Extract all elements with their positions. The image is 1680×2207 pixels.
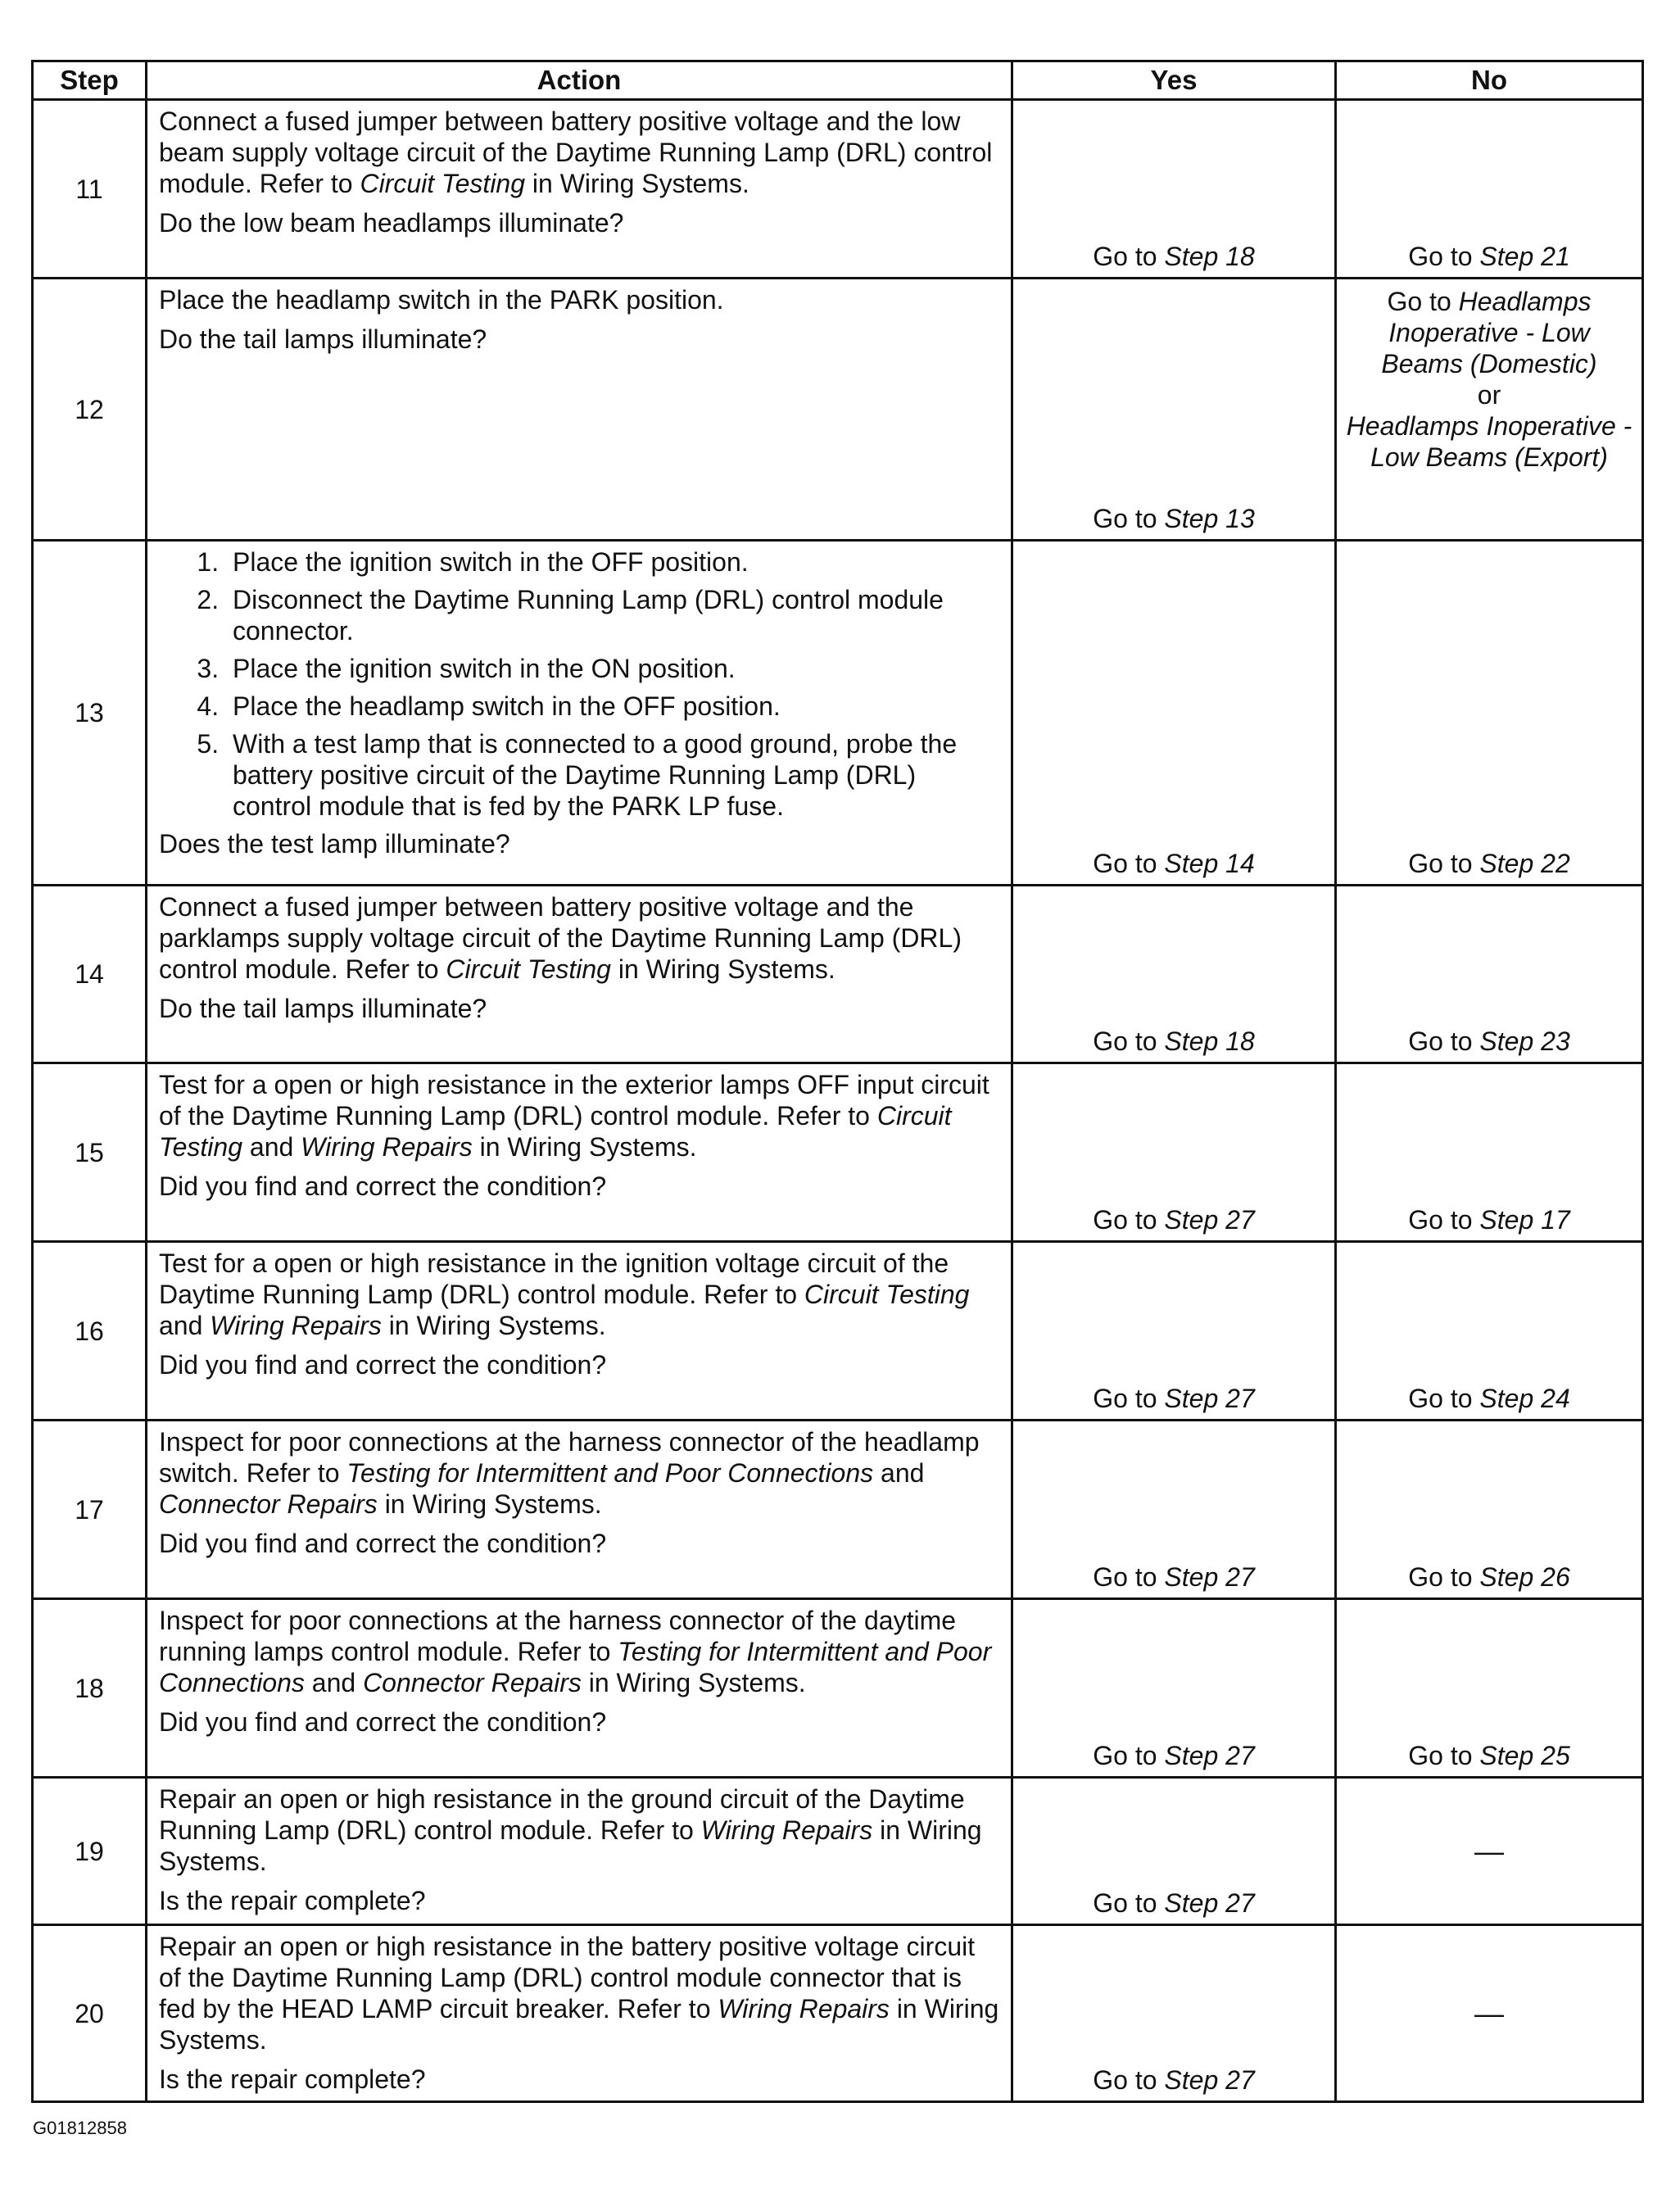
no-cell: Go to Step 17 [1336,1063,1643,1242]
no-cell: Go to Step 25 [1336,1599,1643,1778]
step-number: 12 [33,279,147,541]
table-row [33,279,1643,541]
link-headlamps-domestic[interactable]: Headlamps Inoperative - Low Beams (Domestic) [1381,287,1597,378]
action-cell [147,1925,1012,2102]
action-text: Inspect for poor connections at the harness connector of the headlamp switch. Refer to Testing for Intermittent and Poor Connections and Connector Repairs in Wiring Systems. [159,1427,980,1519]
table-row [33,1925,1643,2102]
action-cell [147,1421,1012,1599]
action-cell [147,1599,1012,1778]
action-cell [147,100,1012,279]
action-text: Inspect for poor connections at the harness connector of the daytime running lamps control module. Refer to Testing for Intermittent and Poor Connections and Connector Repairs in Wiring Systems. [159,1606,992,1697]
step-link[interactable]: Step 27 [1164,1384,1255,1413]
list-item: 1. Place the ignition switch in the OFF position. [226,546,999,578]
yes-cell: Go to Step 27 [1012,1599,1336,1778]
question-text: Do the tail lamps illuminate? [159,994,487,1023]
no-cell: Go to Headlamps Inoperative - Low Beams (Domestic) or Headlamps Inoperative - Low Beams (Export) [1336,279,1643,541]
table-row [33,1063,1643,1242]
question-text: Did you find and correct the condition? [159,1529,607,1558]
table-row [33,1242,1643,1421]
action-cell [147,541,1012,886]
step-link[interactable]: Step 18 [1164,1026,1255,1056]
header-no: No [1336,61,1643,100]
no-cell-dash: — [1336,1925,1643,2102]
step-link[interactable]: Step 27 [1164,1741,1255,1770]
step-link[interactable]: Step 27 [1164,2065,1255,2095]
yes-cell: Go to Step 27 [1012,1421,1336,1599]
question-text: Did you find and correct the condition? [159,1350,607,1380]
list-item: 3. Place the ignition switch in the ON position. [226,653,999,684]
procedure-list [159,546,999,828]
table-row [33,1778,1643,1925]
yes-cell: Go to Step 27 [1012,1242,1336,1421]
list-item: 5. With a test lamp that is connected to a good ground, probe the battery positive circuit of the Daytime Running Lamp (DRL) control module that is fed by the PARK LP fuse. [226,728,999,822]
action-cell [147,1778,1012,1925]
table-row [33,1421,1643,1599]
step-number: 11 [33,100,147,279]
yes-cell: Go to Step 27 [1012,1925,1336,2102]
list-item: 4. Place the headlamp switch in the OFF position. [226,691,999,722]
question-text: Do the low beam headlamps illuminate? [159,208,624,238]
action-text: Repair an open or high resistance in the battery positive voltage circuit of the Daytime Running Lamp (DRL) control module connector that is fed by the HEAD LAMP circuit breaker. Refer to Wiring Repairs in Wiring Systems. [159,1932,999,2055]
header-action: Action [147,61,1012,100]
link-headlamps-export[interactable]: Headlamps Inoperative - Low Beams (Export) [1346,411,1632,472]
step-link[interactable]: Step 27 [1164,1888,1255,1918]
no-cell: Go to Step 26 [1336,1421,1643,1599]
no-cell: Go to Step 24 [1336,1242,1643,1421]
action-cell [147,886,1012,1063]
figure-id: G01812858 [33,2118,127,2138]
no-cell-dash: — [1336,1778,1643,1925]
step-number: 13 [33,541,147,886]
question-text: Does the test lamp illuminate? [159,829,510,859]
step-link[interactable]: Step 13 [1164,504,1255,533]
yes-cell: Go to Step 27 [1012,1778,1336,1925]
step-number: 14 [33,886,147,1063]
header-step: Step [33,61,147,100]
question-text: Is the repair complete? [159,2064,426,2094]
question-text: Is the repair complete? [159,1886,426,1915]
question-text: Do the tail lamps illuminate? [159,324,487,354]
action-cell [147,1242,1012,1421]
header-yes: Yes [1012,61,1336,100]
yes-cell: Go to Step 27 [1012,1063,1336,1242]
action-text: Place the headlamp switch in the PARK position. [159,285,724,315]
step-link[interactable]: Step 22 [1479,849,1570,878]
step-number: 17 [33,1421,147,1599]
diagnostic-table [31,60,1644,2103]
action-cell [147,279,1012,541]
action-text: Connect a fused jumper between battery positive voltage and the low beam supply voltage circuit of the Daytime Running Lamp (DRL) control module. Refer to Circuit Testing in Wiring Systems. [159,106,993,198]
step-number: 19 [33,1778,147,1925]
step-number: 20 [33,1925,147,2102]
no-cell: Go to Step 22 [1336,541,1643,886]
table-row [33,100,1643,279]
table-row [33,1599,1643,1778]
step-link[interactable]: Step 25 [1479,1741,1570,1770]
table-row [33,886,1643,1063]
step-link[interactable]: Step 21 [1479,242,1570,271]
action-text: Test for a open or high resistance in the exterior lamps OFF input circuit of the Daytime Running Lamp (DRL) control module. Refer to Circuit Testing and Wiring Repairs in Wiring Systems. [159,1070,989,1162]
step-number: 18 [33,1599,147,1778]
list-item: 2. Disconnect the Daytime Running Lamp (DRL) control module connector. [226,584,999,646]
yes-cell: Go to Step 14 [1012,541,1336,886]
step-link[interactable]: Step 26 [1479,1562,1570,1592]
yes-cell: Go to Step 18 [1012,886,1336,1063]
question-text: Did you find and correct the condition? [159,1171,607,1201]
step-number: 16 [33,1242,147,1421]
step-link[interactable]: Step 14 [1164,849,1255,878]
question-text: Did you find and correct the condition? [159,1707,607,1737]
step-number: 15 [33,1063,147,1242]
action-text: Test for a open or high resistance in the ignition voltage circuit of the Daytime Running Lamp (DRL) control module. Refer to Circuit Testing and Wiring Repairs in Wiring Systems. [159,1249,970,1340]
step-link[interactable]: Step 23 [1479,1026,1570,1056]
yes-cell: Go to Step 13 [1012,279,1336,541]
yes-cell: Go to Step 18 [1012,100,1336,279]
no-cell: Go to Step 21 [1336,100,1643,279]
table-header-row [33,61,1643,100]
step-link[interactable]: Step 27 [1164,1205,1255,1235]
table-row [33,541,1643,886]
step-link[interactable]: Step 18 [1164,242,1255,271]
no-cell: Go to Step 23 [1336,886,1643,1063]
step-link[interactable]: Step 17 [1479,1205,1570,1235]
step-link[interactable]: Step 24 [1479,1384,1570,1413]
action-text: Repair an open or high resistance in the ground circuit of the Daytime Running Lamp (DRL) control module. Refer to Wiring Repairs in Wiring Systems. [159,1784,982,1876]
step-link[interactable]: Step 27 [1164,1562,1255,1592]
action-text: Connect a fused jumper between battery positive voltage and the parklamps supply voltage circuit of the Daytime Running Lamp (DRL) control module. Refer to Circuit Testing in Wiring Systems. [159,892,962,984]
action-cell [147,1063,1012,1242]
